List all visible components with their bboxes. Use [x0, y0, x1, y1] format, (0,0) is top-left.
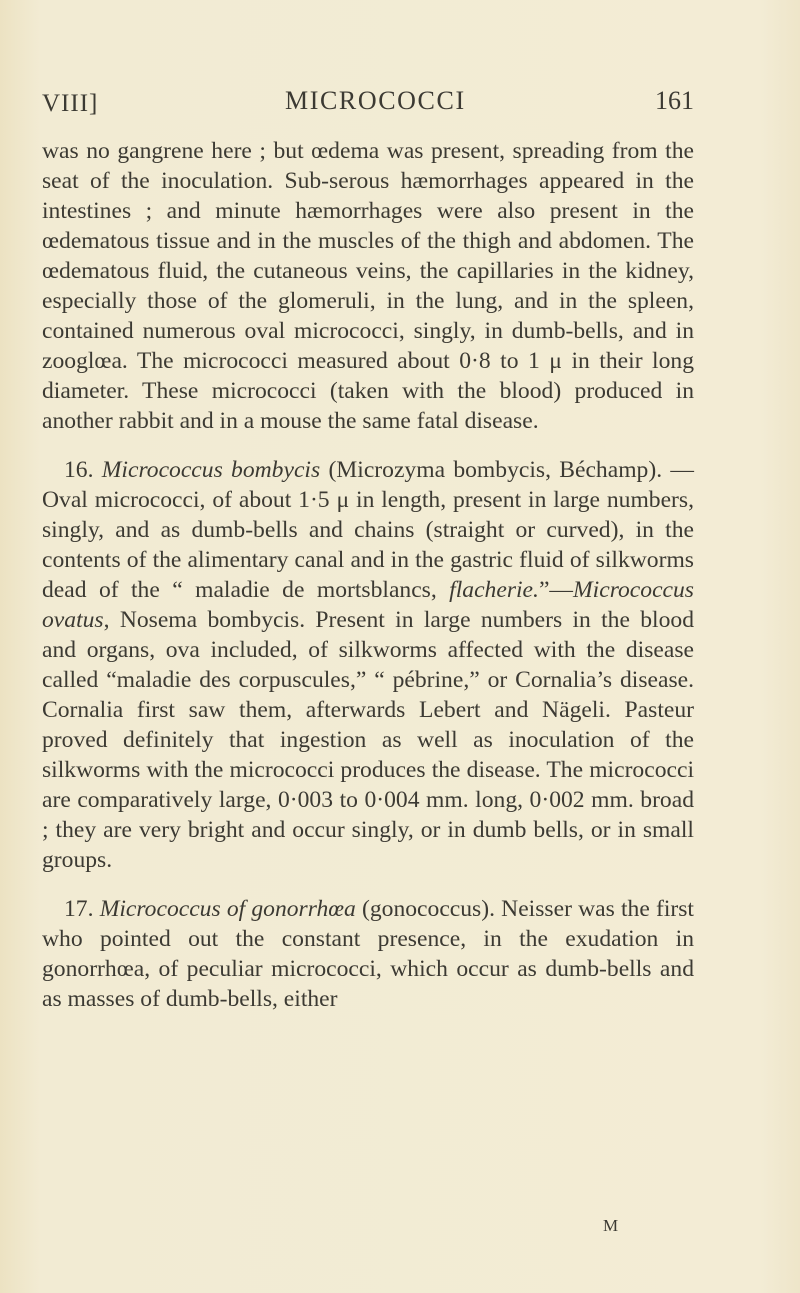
paragraph-micrococcus-gonorrhoea [42, 894, 694, 1014]
running-header [42, 86, 694, 120]
running-title: MICROCOCCI [285, 86, 466, 115]
species-name: Micrococcus ovatus [42, 577, 694, 633]
signature-mark: M [603, 1216, 620, 1235]
body-text [42, 136, 694, 1014]
chapter-marker: VIII] [42, 90, 99, 117]
entry-text: (gonococcus). Neisser was the first who pointed out the constant presence, in the exudation in gonorrhœa, of peculiar micrococci, which occur as dumb-bells and as masses of dumb-bells, either [42, 896, 694, 1012]
paragraph-micrococcus-bombycis [42, 455, 694, 875]
entry-text: ”— [538, 577, 574, 603]
species-name: Micrococcus bombycis [101, 457, 321, 483]
entry-number: 17. [64, 896, 94, 922]
italic-term: flacherie. [449, 577, 539, 603]
page-number: 161 [655, 86, 694, 115]
entry-text: (Microzyma bombycis, Béchamp). —Oval micrococci, of about 1·5 μ in length, present in large numbers, singly, and as dumb-bells and chains (straight or curved), in the contents of the alimentary canal and in the gastric fluid of silkworms dead of the “ maladie de mortsblancs, [42, 457, 694, 603]
entry-text: , Nosema bombycis. Present in large numbers in the blood and organs, ova included, of silkworms affected with the disease called “maladie des corpuscules,” “ pébrine,” or Cornalia’s disease. Cornalia first saw them, afterwards Lebert and Nägeli. Pasteur proved definitely that ingestion as well as inoculation of the silkworms with the micrococci produces the disease. The micrococci are comparatively large, 0·003 to 0·004 mm. long, 0·002 mm. broad ; they are very bright and occur singly, or in dumb bells, or in small groups. [42, 607, 694, 873]
paragraph-continuation: was no gangrene here ; but œdema was present, spreading from the seat of the inoculation. Sub-serous hæmorrhages appeared in the intestines ; and minute hæmorrhages were also present in the œdematous tissue and in the muscles of the thigh and abdomen. The œdematous fluid, the cutaneous veins, the capillaries in the kidney, especially those of the glomeruli, in the lung, and in the spleen, contained numerous oval micrococci, singly, in dumb-bells, and in zooglœa. The micrococci measured about 0·8 to 1 μ in their long diameter. These micrococci (taken with the blood) produced in another rabbit and in a mouse the same fatal disease. [42, 138, 694, 434]
species-name: Micrococcus of gonorrhœa [99, 896, 356, 922]
entry-number: 16. [64, 457, 94, 483]
